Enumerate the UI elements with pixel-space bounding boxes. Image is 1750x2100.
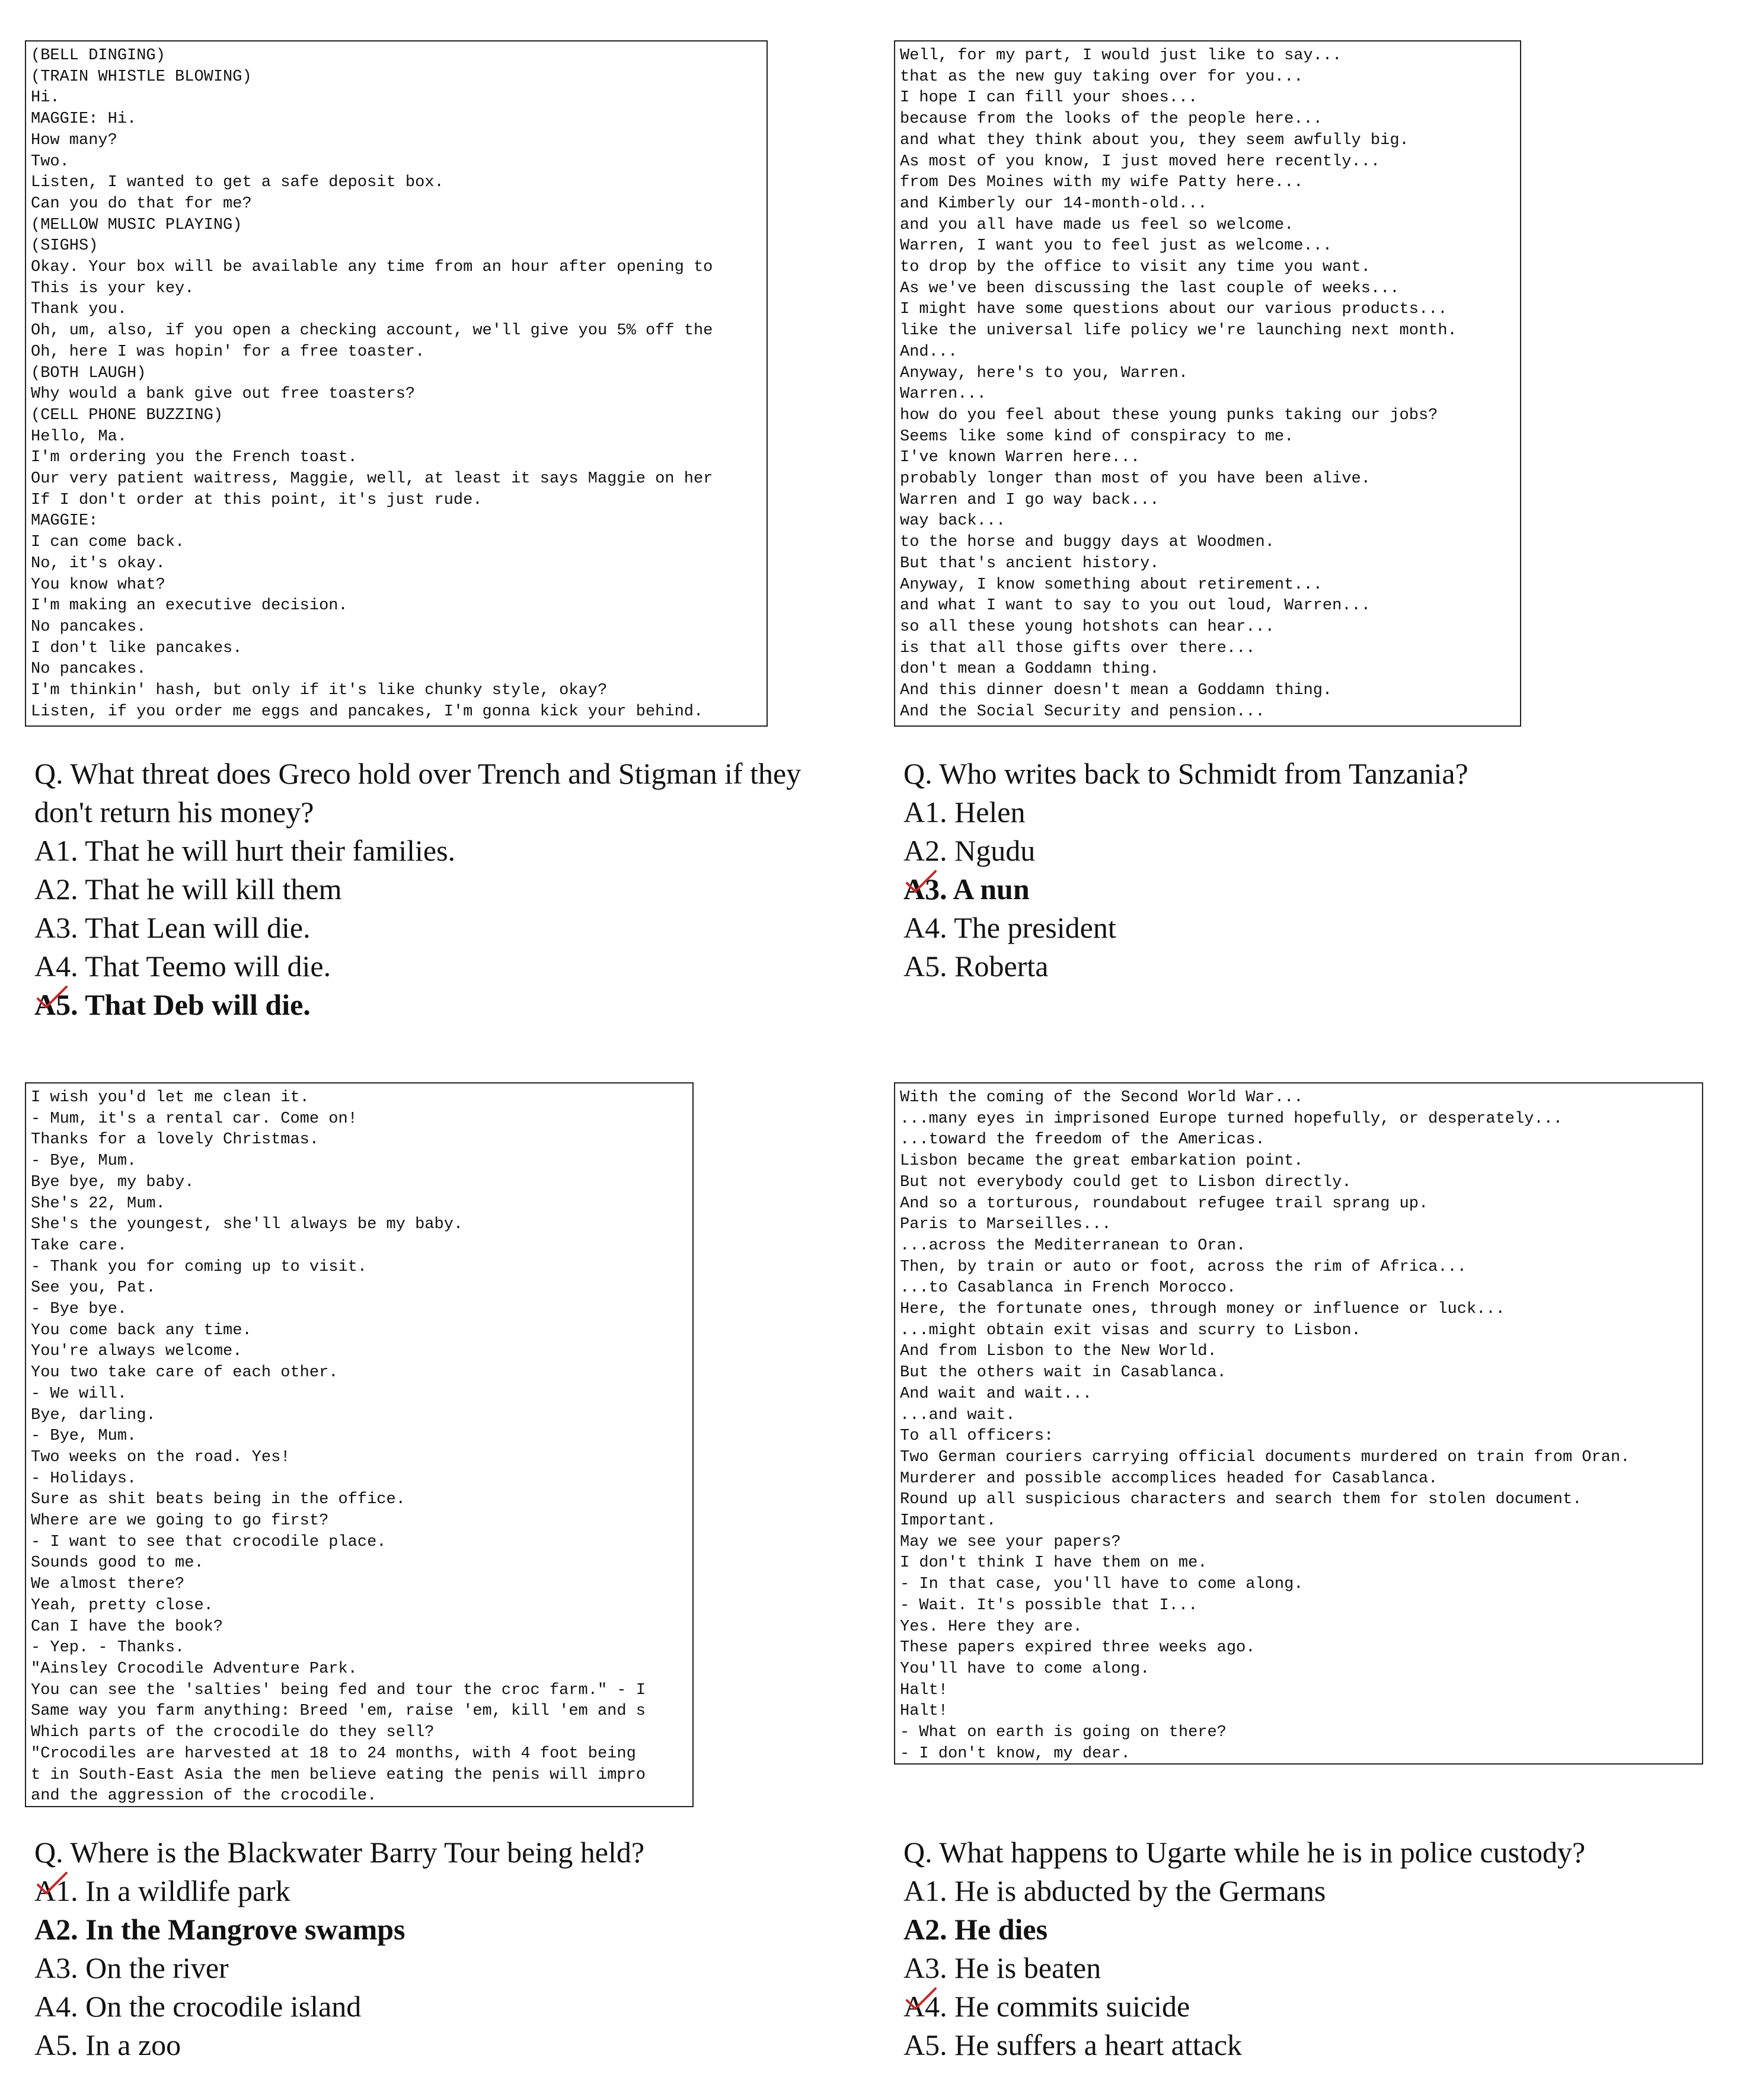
answer-option — [34, 870, 801, 909]
transcript-line: I hope I can fill your shoes... — [900, 89, 1198, 107]
transcript-line: Yes. Here they are. — [900, 1618, 1082, 1636]
transcript-line: like the universal life policy we're launching next month. — [900, 322, 1457, 340]
transcript-line: - What on earth is going on there? — [900, 1724, 1227, 1742]
transcript-line: I'm making an executive decision. — [31, 597, 348, 615]
transcript-line: I've known Warren here... — [900, 449, 1141, 467]
answer-option — [34, 1872, 644, 1910]
checkmark-icon — [905, 868, 938, 896]
transcript-line: Two. — [31, 152, 69, 171]
transcript-line: (MELLOW MUSIC PLAYING) — [31, 216, 242, 234]
transcript-line: And so a torturous, roundabout refugee trail sprang up. — [900, 1194, 1429, 1213]
transcript-line: so all these young hotshots can hear... — [900, 618, 1275, 636]
answer-text: A2. Ngudu — [903, 834, 1036, 867]
transcript-line: ...many eyes in imprisoned Europe turned hopefully, or desperately... — [900, 1110, 1563, 1128]
transcript-line: ...toward the freedom of the Americas. — [900, 1131, 1265, 1149]
transcript-line: And the Social Security and pension... — [900, 702, 1265, 721]
answer-option — [903, 1987, 1585, 2026]
transcript-line: Paris to Marseilles... — [900, 1216, 1112, 1234]
transcript-line: - Thank you for coming up to visit. — [31, 1258, 368, 1276]
transcript-line: Warren and I go way back... — [900, 491, 1160, 509]
question-block-4 — [903, 1833, 1585, 2064]
transcript-line: - Mum, it's a rental car. Come on! — [31, 1110, 357, 1128]
transcript-line: - Wait. It's possible that I... — [900, 1596, 1198, 1615]
transcript-line: Same way you farm anything: Breed 'em, raise 'em, kill 'em and s — [31, 1702, 646, 1721]
transcript-line: As most of you know, I just moved here recently... — [900, 152, 1381, 171]
question-text: Q. What threat does Greco hold over Trench and Stigman if they — [34, 757, 801, 790]
transcript-line: Oh, um, also, if you open a checking account, we'll give you 5% off the — [31, 322, 713, 340]
transcript-line: I can come back. — [31, 533, 185, 552]
answer-text: A3. He is beaten — [903, 1951, 1101, 1984]
transcript-line: MAGGIE: — [31, 512, 98, 530]
transcript-line: May we see your papers? — [900, 1533, 1121, 1551]
transcript-line: But the others wait in Casablanca. — [900, 1364, 1227, 1382]
transcript-line: - Bye bye. — [31, 1300, 127, 1319]
transcript-line: And this dinner doesn't mean a Goddamn thing. — [900, 682, 1333, 700]
answer-option — [34, 909, 801, 947]
transcript-line: I don't like pancakes. — [31, 639, 242, 657]
transcript-line: Here, the fortunate ones, through money or influence or luck... — [900, 1300, 1505, 1319]
answer-text: A4. The president — [903, 911, 1116, 944]
transcript-line: Bye, darling. — [31, 1406, 156, 1424]
transcript-line: and what they think about you, they seem awfully big. — [900, 131, 1409, 149]
answer-option-correct — [903, 870, 1468, 909]
transcript-line: Round up all suspicious characters and search them for stolen document. — [900, 1491, 1582, 1509]
transcript-line: ...to Casablanca in French Morocco. — [900, 1279, 1237, 1297]
transcript-line: (BELL DINGING) — [31, 47, 165, 65]
transcript-line: from Des Moines with my wife Patty here... — [900, 174, 1304, 192]
transcript-line: You can see the 'salties' being fed and tour the croc farm." - I — [31, 1681, 646, 1699]
answer-option — [903, 793, 1468, 832]
answer-option — [34, 947, 801, 986]
transcript-line: Thank you. — [31, 301, 127, 319]
answer-text: A4. He commits suicide — [903, 1990, 1190, 2023]
transcript-line: You come back any time. — [31, 1321, 252, 1340]
transcript-line: and you all have made us feel so welcome. — [900, 216, 1294, 234]
answer-text: A3. That Lean will die. — [34, 911, 311, 944]
answer-option — [903, 1872, 1585, 1910]
transcript-line: No pancakes. — [31, 660, 146, 679]
transcript-line: Murderer and possible accomplices headed for Casablanca. — [900, 1469, 1438, 1488]
transcript-line: No, it's okay. — [31, 554, 165, 573]
transcript-line: and Kimberly our 14-month-old... — [900, 194, 1208, 213]
transcript-line: Bye bye, my baby. — [31, 1173, 194, 1191]
answer-option-correct — [34, 1910, 644, 1949]
transcript-line: And wait and wait... — [900, 1385, 1093, 1403]
transcript-line: way back... — [900, 512, 1006, 530]
answer-option-correct — [34, 986, 801, 1024]
answer-text: A2. In the Mangrove swamps — [34, 1913, 405, 1946]
transcript-line: Okay. Your box will be available any time from an hour after opening to — [31, 258, 713, 277]
transcript-line: Warren, I want you to feel just as welcome... — [900, 237, 1333, 255]
transcript-box-1 — [25, 40, 768, 727]
answer-option — [34, 1987, 644, 2026]
answer-text: A5. In a zoo — [34, 2028, 181, 2061]
transcript-line: "Crocodiles are harvested at 18 to 24 months, with 4 foot being — [31, 1744, 636, 1763]
question-text: Q. Who writes back to Schmidt from Tanzania? — [903, 757, 1468, 790]
transcript-line: And from Lisbon to the New World. — [900, 1343, 1217, 1361]
transcript-line: I'm thinkin' hash, but only if it's like chunky style, okay? — [31, 682, 608, 700]
transcript-line: - Yep. - Thanks. — [31, 1639, 185, 1657]
transcript-line: Thanks for a lovely Christmas. — [31, 1131, 320, 1149]
transcript-line: to the horse and buggy days at Woodmen. — [900, 533, 1275, 552]
transcript-line: - I want to see that crocodile place. — [31, 1533, 387, 1551]
transcript-line: With the coming of the Second World War... — [900, 1089, 1304, 1107]
transcript-line: "Ainsley Crocodile Adventure Park. — [31, 1660, 357, 1678]
transcript-line: Hello, Ma. — [31, 427, 127, 446]
transcript-line: (CELL PHONE BUZZING) — [31, 406, 223, 424]
transcript-line: don't mean a Goddamn thing. — [900, 660, 1160, 679]
transcript-line: Our very patient waitress, Maggie, well, at least it says Maggie on her — [31, 470, 713, 488]
transcript-line: probably longer than most of you have been alive. — [900, 470, 1371, 488]
question-text: Q. What happens to Ugarte while he is in police custody? — [903, 1836, 1586, 1869]
transcript-line: These papers expired three weeks ago. — [900, 1639, 1256, 1657]
transcript-line: (SIGHS) — [31, 237, 98, 255]
answer-option — [903, 2026, 1585, 2064]
answer-text: A4. That Teemo will die. — [34, 950, 331, 983]
transcript-line: ...and wait. — [900, 1406, 1015, 1424]
transcript-box-3 — [25, 1082, 694, 1807]
transcript-line: See you, Pat. — [31, 1279, 156, 1297]
transcript-line: Take care. — [31, 1236, 127, 1255]
answer-text: A4. On the crocodile island — [34, 1990, 362, 2023]
transcript-line: ...across the Mediterranean to Oran. — [900, 1236, 1246, 1255]
transcript-line: ...might obtain exit visas and scurry to Lisbon. — [900, 1321, 1361, 1340]
transcript-line: Sure as shit beats being in the office. — [31, 1491, 405, 1509]
transcript-line: Yeah, pretty close. — [31, 1596, 213, 1615]
transcript-line: Anyway, I know something about retirement... — [900, 576, 1323, 594]
transcript-line: - Bye, Mum. — [31, 1427, 137, 1446]
transcript-line: because from the looks of the people here... — [900, 110, 1323, 129]
transcript-line: If I don't order at this point, it's just rude. — [31, 491, 483, 509]
transcript-line: She's the youngest, she'll always be my baby. — [31, 1216, 464, 1234]
transcript-line: I don't think I have them on me. — [900, 1554, 1208, 1572]
question-block-3 — [34, 1833, 644, 2064]
question-block-1 — [34, 755, 801, 1024]
transcript-line: As we've been discussing the last couple of weeks... — [900, 279, 1400, 298]
transcript-line: Two German couriers carrying official documents murdered on train from Oran. — [900, 1448, 1630, 1466]
transcript-line: But not everybody could get to Lisbon directly. — [900, 1173, 1352, 1191]
transcript-line: Warren... — [900, 385, 986, 404]
answer-option — [34, 1949, 644, 1987]
transcript-line: that as the new guy taking over for you... — [900, 68, 1304, 86]
answer-text: A5. That Deb will die. — [34, 988, 311, 1021]
transcript-line: I might have some questions about our various products... — [900, 301, 1448, 319]
question-block-2 — [903, 755, 1468, 986]
answer-option — [34, 2026, 644, 2064]
transcript-line: Hi. — [31, 89, 60, 107]
answer-option — [903, 947, 1468, 986]
answer-option — [903, 909, 1468, 947]
transcript-line: You two take care of each other. — [31, 1364, 338, 1382]
answer-option — [34, 832, 801, 870]
transcript-line: - Holidays. — [31, 1469, 137, 1488]
transcript-line: MAGGIE: Hi. — [31, 110, 137, 129]
transcript-line: Well, for my part, I would just like to say... — [900, 47, 1342, 65]
transcript-line: I'm ordering you the French toast. — [31, 449, 357, 467]
transcript-line: Where are we going to go first? — [31, 1512, 329, 1530]
transcript-line: Can I have the book? — [31, 1618, 223, 1636]
transcript-line: (BOTH LAUGH) — [31, 364, 146, 382]
transcript-line: But that's ancient history. — [900, 554, 1160, 573]
transcript-line: Seems like some kind of conspiracy to me. — [900, 427, 1294, 446]
answer-text: A5. Roberta — [903, 950, 1049, 983]
transcript-line: Which parts of the crocodile do they sell? — [31, 1724, 435, 1742]
transcript-line: We almost there? — [31, 1575, 185, 1594]
transcript-line: How many? — [31, 131, 117, 149]
transcript-line: is that all those gifts over there... — [900, 639, 1256, 657]
transcript-line: - Bye, Mum. — [31, 1152, 137, 1171]
answer-text: A1. That he will hurt their families. — [34, 834, 456, 867]
answer-text: A3. A nun — [903, 872, 1030, 906]
transcript-line: Can you do that for me? — [31, 194, 252, 213]
answer-text: A2. That he will kill them — [34, 872, 342, 906]
answer-option — [903, 832, 1468, 870]
answer-text: A1. Helen — [903, 795, 1026, 829]
question-text: don't return his money? — [34, 795, 314, 829]
transcript-line: You'll have to come along. — [900, 1660, 1150, 1678]
transcript-line: You're always welcome. — [31, 1343, 242, 1361]
transcript-line: Then, by train or auto or foot, across the rim of Africa... — [900, 1258, 1467, 1276]
answer-text: A5. He suffers a heart attack — [903, 2028, 1243, 2061]
transcript-line: She's 22, Mum. — [31, 1194, 165, 1213]
checkmark-icon — [905, 1985, 938, 2013]
answer-text: A1. In a wildlife park — [34, 1874, 290, 1907]
transcript-line: Two weeks on the road. Yes! — [31, 1448, 290, 1466]
transcript-line: To all officers: — [900, 1427, 1054, 1446]
transcript-line: Why would a bank give out free toasters? — [31, 385, 416, 404]
answer-text: A3. On the river — [34, 1951, 229, 1984]
transcript-line: Sounds good to me. — [31, 1554, 204, 1572]
transcript-line: No pancakes. — [31, 618, 146, 636]
answer-option — [903, 1949, 1585, 1987]
answer-text: A1. He is abducted by the Germans — [903, 1874, 1326, 1907]
transcript-line: Listen, I wanted to get a safe deposit box. — [31, 174, 444, 192]
transcript-line: Lisbon became the great embarkation point. — [900, 1152, 1304, 1171]
transcript-line: Halt! — [900, 1702, 949, 1721]
transcript-box-2 — [894, 40, 1521, 727]
answer-text: A2. He dies — [903, 1913, 1048, 1946]
transcript-line: This is your key. — [31, 279, 194, 298]
transcript-line: (TRAIN WHISTLE BLOWING) — [31, 68, 252, 86]
checkmark-icon — [36, 1869, 69, 1898]
transcript-line: - I don't know, my dear. — [900, 1744, 1131, 1763]
transcript-line: - We will. — [31, 1385, 127, 1403]
transcript-line: You know what? — [31, 576, 165, 594]
transcript-line: - In that case, you'll have to come along. — [900, 1575, 1304, 1594]
transcript-line: I wish you'd let me clean it. — [31, 1089, 309, 1107]
transcript-line: t in South-East Asia the men believe eating the penis will impro — [31, 1766, 646, 1784]
transcript-line: to drop by the office to visit any time you want. — [900, 258, 1371, 277]
transcript-box-4 — [894, 1082, 1703, 1765]
transcript-line: Important. — [900, 1512, 997, 1530]
transcript-line: how do you feel about these young punks taking our jobs? — [900, 406, 1438, 424]
transcript-line: Listen, if you order me eggs and pancakes, I'm gonna kick your behind. — [31, 702, 704, 721]
question-text: Q. Where is the Blackwater Barry Tour being held? — [34, 1836, 645, 1869]
checkmark-icon — [36, 983, 69, 1012]
answer-option-correct — [903, 1910, 1585, 1949]
transcript-line: Oh, here I was hopin' for a free toaster. — [31, 343, 425, 361]
transcript-line: and what I want to say to you out loud, Warren... — [900, 597, 1371, 615]
transcript-line: And... — [900, 343, 958, 361]
transcript-line: Halt! — [900, 1681, 949, 1699]
transcript-line: Anyway, here's to you, Warren. — [900, 364, 1189, 382]
transcript-line: and the aggression of the crocodile. — [31, 1787, 377, 1805]
